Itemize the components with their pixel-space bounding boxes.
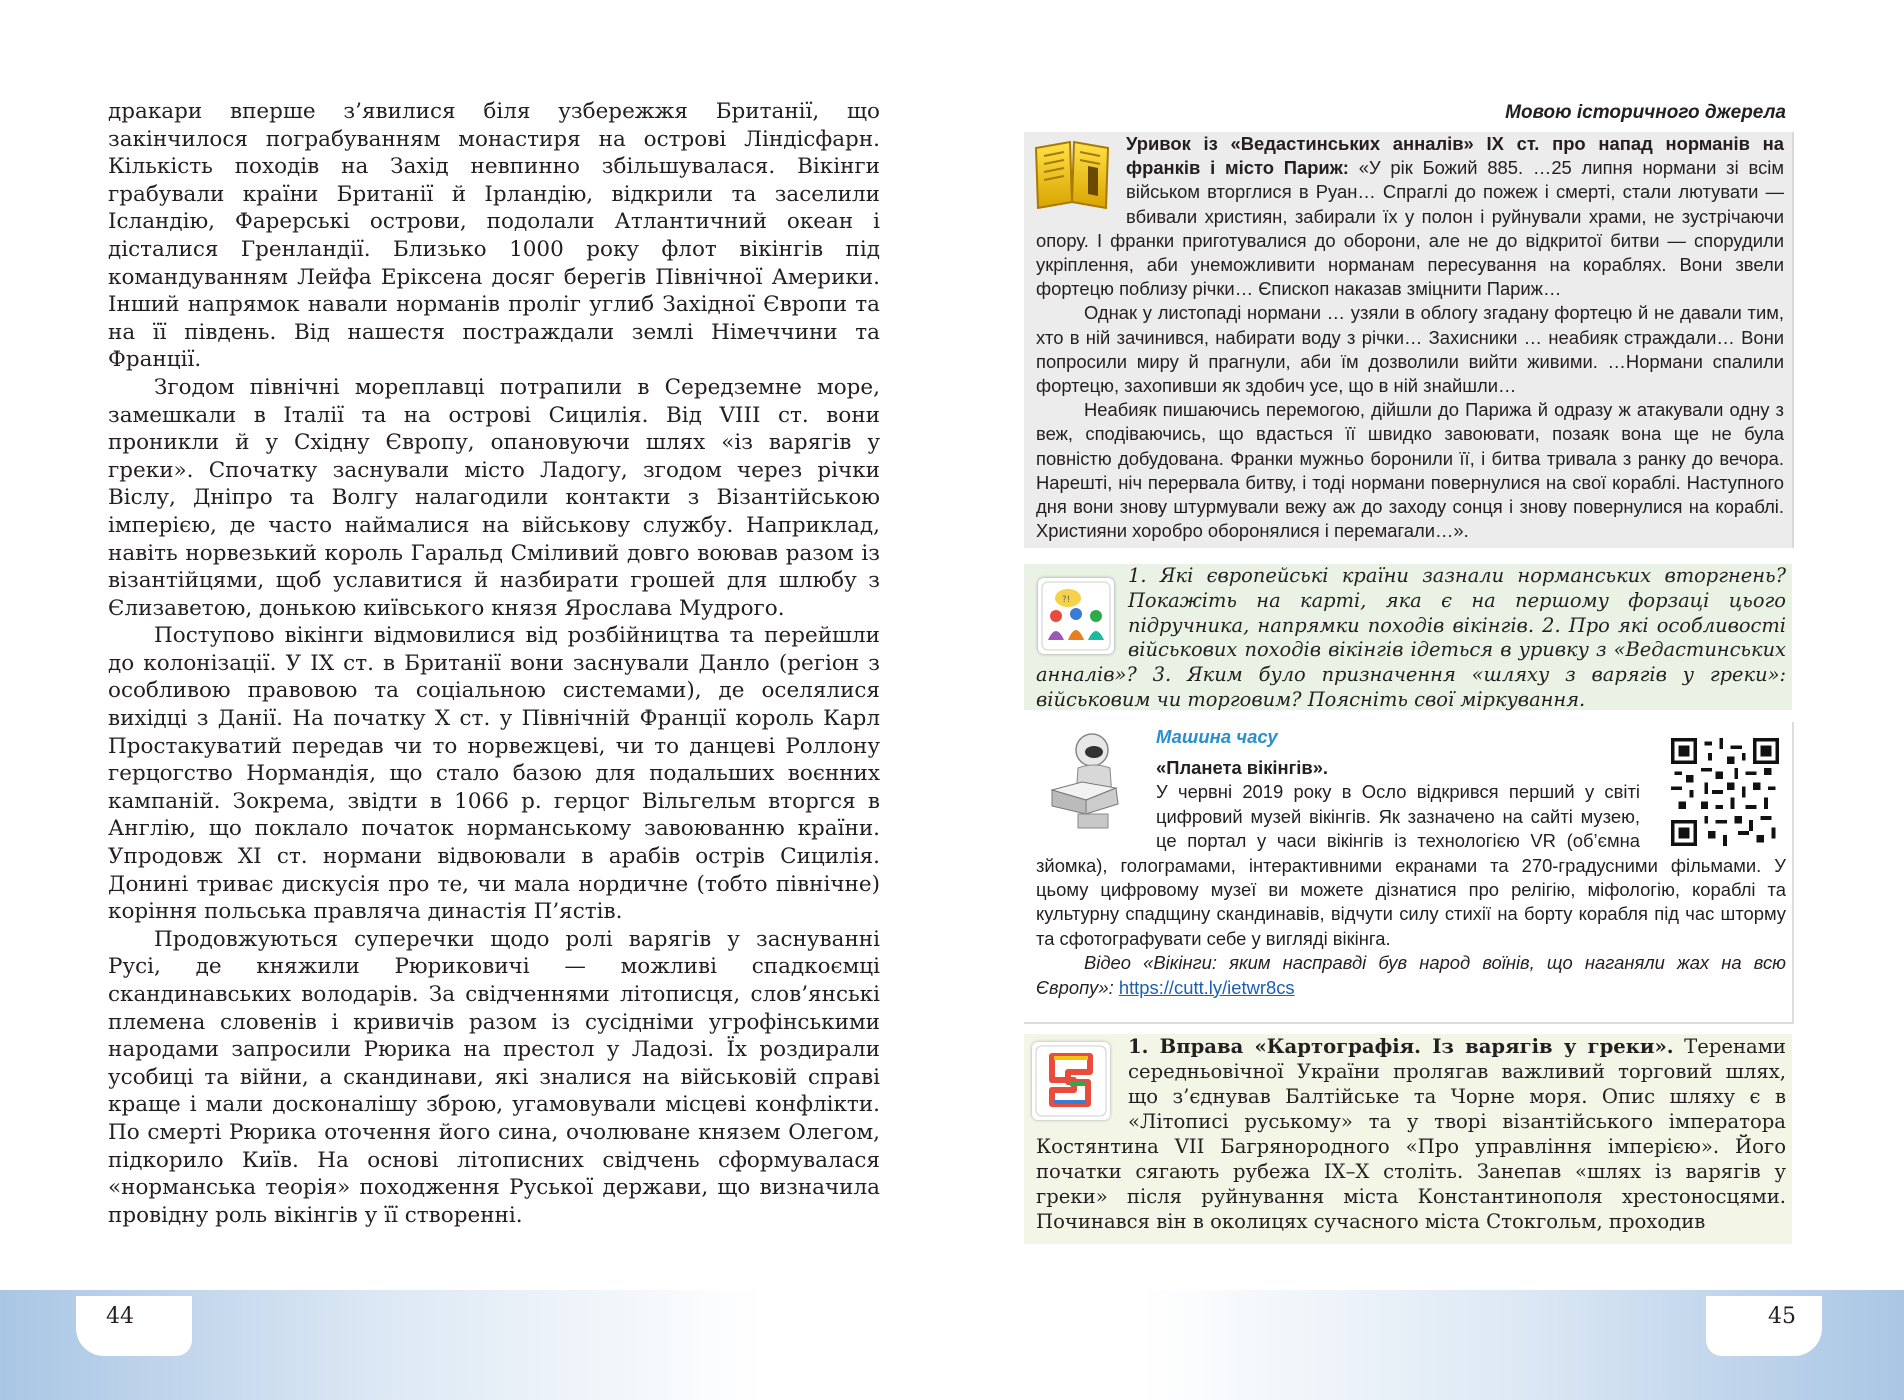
questions-content: 1. Які європейські країни зазнали норманських вторгнень? Покажіть на карті, яка є на першому форзаці цього підручника, напрямки походів вікінгів. 2. Про які особливості військових походів вікінгів ідеться в уривку з «Ведастинських анналів»? 3. Яким було призначення «шляху з варягів у греки»: військовим чи торговим? Поясніть свої міркування. — [1036, 564, 1786, 711]
book-icon — [1032, 138, 1112, 210]
source-section-label: Мовою історичного джерела — [1505, 102, 1786, 123]
source-heading: Уривок із «Ведастинських анналів» IX ст. про напад норманів на франків і місто Париж: — [1126, 133, 1784, 179]
questions-text — [1036, 564, 1786, 713]
page-number-right: 45 — [1768, 1304, 1796, 1329]
source-paragraph: «У рік Божий 885. …25 липня нормани зі всім військом вторглися в Руан… Спраглі до пожеж і смерті, стали лютувати — вбивали християн, забирали їх у полон і руйнували храми, не зустрічаючи опору. І франки приготувалися до оборони, але не до відкритої битви — спорудили укріплення, аби унеможливити норманам пересування на кораблях. Вони звели фортецю поблизу річки… Єпископ наказав зміцнити Париж… — [1036, 157, 1784, 300]
source-paragraph: Неабияк пишаючись перемогою, дійшли до Парижа й одразу ж атакували одну з веж, сподіваючись, що вдасться її швидко завоювати, позаяк вона ще не була повністю добудована. Франки мужньо боронили її, і битва тривала з ранку до вечора. Нарешті, ніч перервала битву, і тоді нормани повернулися на свої кораблі. Наступного дня вони знову штурмували вежу аж до заходу сонця і знову повернулися на кораблі. Християни хоробро оборонялися і перемагали…». — [1036, 399, 1784, 542]
questions-section — [1024, 564, 1792, 710]
time-machine-title: Машина часу — [1156, 726, 1278, 747]
footer-band — [0, 1290, 1904, 1400]
paragraph: Згодом північні мореплавці потрапили в Середземне море, замешкали в Італії та на острові Сицилія. Від VIII ст. вони проникли й у Східну Європу, опановуючи шлях «із варягів у греки». Спочатку заснували місто Ладогу, згодом через річки Віслу, Дніпро та Волгу налагодили контакти з Візантійською імперією, де часто наймалися на військову службу. Наприклад, навіть норвезький король Гаральд Сміливий довго воював разом із візантійцями, щоб уславитися й назбирати грошей для шлюбу з Єлизаветою, донькою київського князя Ярослава Мудрого. — [108, 374, 880, 621]
svg-text:?!: ?! — [1062, 595, 1071, 605]
page-number-tab-right — [1706, 1296, 1822, 1356]
video-label: Відео «Вікінги: яким насправді був народ воїнів, що наганяли жах на всю Європу»: — [1036, 952, 1786, 998]
page-number-tab-left — [76, 1296, 192, 1356]
time-machine-body: У червні 2019 року в Осло відкрився перший у світі цифровий музей вікінгів. Як зазначено на сайті музею, це портал у часи вікінгів із технологією VR (об’ємна зйомка), голограмами, інтерактивними екранами та 270-градусними фільмами. У цьому цифровому музеї ви можете дізнатися про релігію, міфологію, кораблі та культурну спадщину скандинавів, відчути силу стихії на борту корабля під час шторму та сфотографувати себе у вигляді вікінга. — [1036, 781, 1786, 949]
time-machine-subtitle: «Планета вікінгів». — [1156, 757, 1329, 778]
source-text — [1036, 132, 1784, 543]
paragraph: Поступово вікінги відмовилися від розбійництва та перейшли до колонізації. У IX ст. в Британії вони заснували Данло (регіон з особливою правовою та соціальною системами), де оселялися вихідці з Данії. На початку X ст. у Північній Франції король Карл Простакуватий передав чи то норвежцеві, чи то данцеві Роллону герцогство Нормандія, що стало базою для подальших воєнних кампаній. Зокрема, звідти в 1066 р. герцог Вільгельм вторгся в Англію, що поклало початок норманському завоюванню країни. Упродовж XI ст. нормани відвоювали в арабів острів Сицилія. Донині триває дискусія про те, чи мала нордичне (тобто північне) коріння польська правляча династія П’ястів. — [108, 623, 880, 925]
exercise-section — [1024, 1034, 1792, 1244]
paragraph: дракари вперше з’явилися біля узбережжя Британії, що закінчилося пограбуванням монастиря на острові Ліндісфарн. Кількість походів на Захід невпинно збільшувалася. Вікінги грабували країни Британії й Ірландію, відкрили та заселили Ісландію, Фарерські острови, подолали Атлантичний океан і дісталися Гренландії. Близько 1000 року флот вікінгів під командуванням Лейфа Еріксена досяг берегів Північної Америки. Інший напрямок навали норманів проліг углиб Західної Європи та на її південь. Від нашестя постраждали землі Німеччини та Франції. — [108, 99, 880, 373]
exercise-body: Теренами середньовічної України пролягав важливий торговий шлях, що з’єднував Балтійське та Чорне моря. Опис шляху є в «Літописі руському» та у творі візантійського імператора Костянтина VII Багрянородного «Про управління імперією». Його початки сягають рубежа IX–X століть. Занепав «шлях із варягів у греки» після руйнування міста Константинополя хрестоносцями. Починався він в околицях сучасного міста Стокгольм, проходив — [1036, 1035, 1786, 1233]
video-link[interactable]: https://cutt.ly/ietwr8cs — [1118, 976, 1295, 998]
source-paragraph: Однак у листопаді нормани … узяли в облогу згадану фортецю й не давали тим, хто в ній зачинився, набирати воду з річки… Захисники … неабияк страждали… Вони попросили миру й прагнули, аби їм дозволили вийти живими. …Нормани спалили фортецю, захопивши як здобич усе, що в ній знайшли… — [1036, 302, 1784, 397]
time-machine-text — [1036, 756, 1786, 1000]
left-page-text — [108, 98, 880, 1229]
time-machine-section — [1024, 722, 1794, 1024]
source-section — [1024, 132, 1794, 548]
page-number-left: 44 — [106, 1304, 134, 1329]
exercise-heading: 1. Вправа «Картографія. Із варягів у греки». — [1128, 1035, 1674, 1058]
exercise-text — [1036, 1034, 1786, 1234]
paragraph: Продовжуються суперечки щодо ролі варягів у заснуванні Русі, де княжили Рюриковичі — можливі спадкоємці скандинавських володарів. За свідченнями літописця, слов’янські племена словенів і кривичів разом із сусідніми угрофінськими народами запросили Рюрика на престол у Ладозі. Їх роздирали усобиці та війни, а скандинави, які зналися на військовій справі краще і мали досконалішу зброю, угамовували місцеві конфлікти. По смерті Рюрика оточення його сина, очолюване князем Олегом, підкорило Київ. На основі літописних свідчень сформувалася «норманська теорія» походження Руської держави, що визначила провідну роль вікінгів у її створенні. — [108, 926, 880, 1228]
